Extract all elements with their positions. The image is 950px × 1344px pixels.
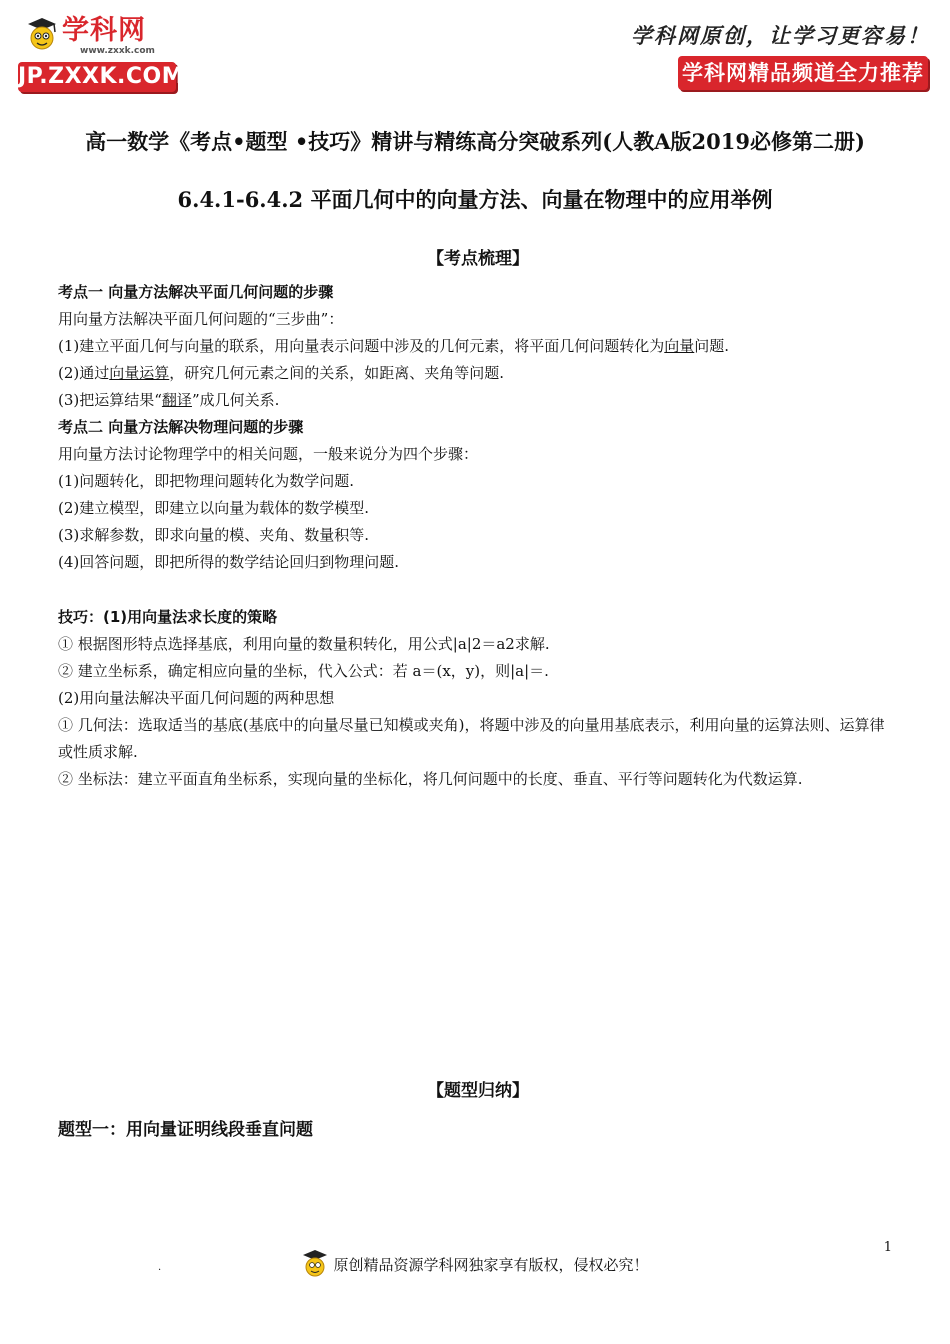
page-number: 1 <box>883 1240 892 1255</box>
point1-title: 考点一 向量方法解决平面几何问题的步骤 <box>58 283 334 301</box>
series-title: 高一数学《考点•题型 •技巧》精讲与精练高分突破系列(人教A版2019必修第二册) <box>85 129 865 154</box>
section-heading: 【考点梳理】 <box>427 249 529 269</box>
tips-line: ① 根据图形特点选择基底，利用向量的数量积转化，用公式|a|2＝a2求解. <box>58 635 550 653</box>
point1-step3: (3)把运算结果“翻译”成几何关系. <box>58 391 280 409</box>
footer <box>0 1248 950 1284</box>
tips-line: ② 建立坐标系，确定相应向量的坐标，代入公式：若 a＝(x，y)，则|a|＝. <box>58 662 549 680</box>
point2-step: (4)回答问题，即把所得的数学结论回归到物理问题. <box>58 553 400 571</box>
point2-step: (3)求解参数，即求向量的模、夹角、数量积等. <box>58 526 370 544</box>
copyright-text: 原创精品资源学科网独家享有版权，侵权必究！ <box>333 1255 649 1274</box>
tips-line: ② 坐标法：建立平面直角坐标系，实现向量的坐标化，将几何问题中的长度、垂直、平行等问题转化为代数运算. <box>58 770 803 788</box>
section-key-points <box>58 246 898 793</box>
mascot-icon <box>301 1248 329 1280</box>
point2-step: (2)建立模型，即建立以向量为载体的数学模型. <box>58 499 370 517</box>
slogan: 学科网原创，让学习更容易！ <box>631 23 930 48</box>
logo-name: 学科网 <box>62 15 146 46</box>
point1-step2: (2)通过向量运算，研究几何元素之间的关系，如距离、夹角等问题. <box>58 364 505 382</box>
question-type-title: 题型一：用向量证明线段垂直问题 <box>58 1120 313 1140</box>
tips-line: (2)用向量法解决平面几何问题的两种思想 <box>58 689 335 707</box>
tips-title: 技巧：(1)用向量法求长度的策略 <box>58 608 278 626</box>
logo-badge[interactable]: JP.ZXXK.COM <box>18 62 176 92</box>
section-heading: 【题型归纳】 <box>427 1081 529 1101</box>
section-question-types <box>58 1076 898 1140</box>
mascot-icon <box>24 16 60 54</box>
tips-line: ① 几何法：选取适当的基底(基底中的向量尽量已知模或夹角)，将题中涉及的向量用基底表示，利用向量的运算法则、运算律或性质求解. <box>58 716 885 761</box>
point2-intro: 用向量方法讨论物理学中的相关问题，一般来说分为四个步骤： <box>58 445 479 463</box>
promo-banner[interactable]: 学科网精品频道全力推荐 <box>678 56 928 90</box>
point2-title: 考点二 向量方法解决物理问题的步骤 <box>58 418 304 436</box>
lesson-title: 6.4.1-6.4.2 平面几何中的向量方法、向量在物理中的应用举例 <box>177 187 773 212</box>
logo-small-url: www.zxxk.com <box>80 46 155 56</box>
footer-dot: . <box>158 1262 162 1273</box>
site-logo[interactable] <box>18 14 185 94</box>
logo-top <box>18 14 178 56</box>
point1-intro: 用向量方法解决平面几何问题的“三步曲”： <box>58 310 344 328</box>
point2-step: (1)问题转化，即把物理问题转化为数学问题. <box>58 472 355 490</box>
point1-step1: (1)建立平面几何与向量的联系，用向量表示问题中涉及的几何元素，将平面几何问题转化为向量问题. <box>58 337 730 355</box>
